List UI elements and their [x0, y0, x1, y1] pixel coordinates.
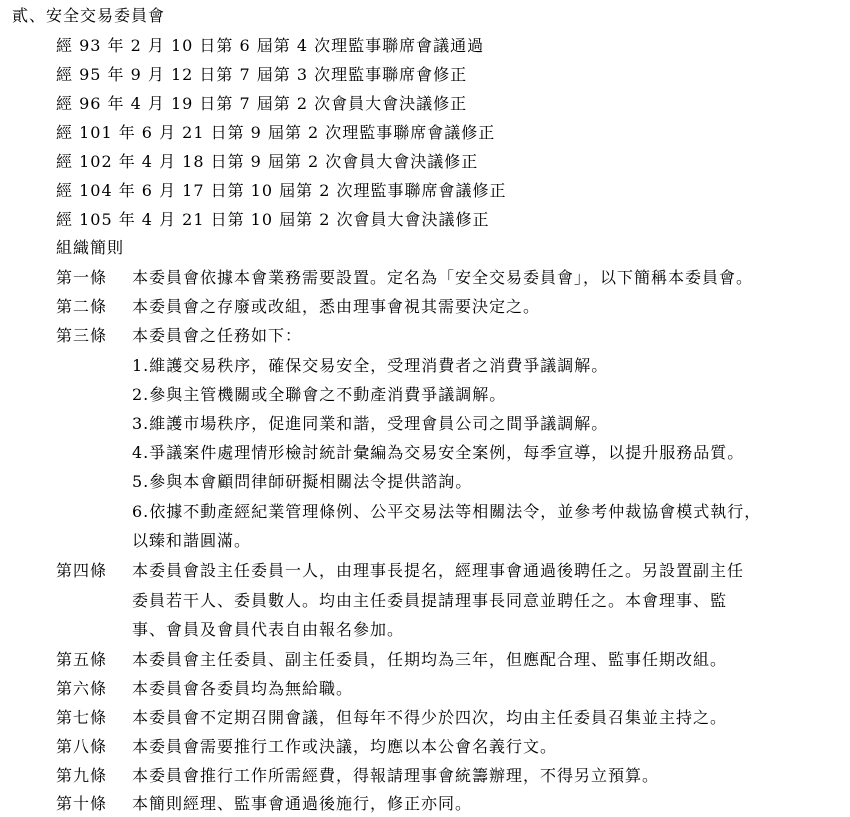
article-7-text: 本委員會不定期召開會議，但每年不得少於四次，均由主任委員召集並主持之。: [132, 708, 728, 727]
article-3-item-4: 4.爭議案件處理情形檢討統計彙編為交易安全案例，每季宣導，以提升服務品質。: [132, 443, 745, 462]
article-10-label: 第十條: [56, 794, 108, 813]
article-5-label: 第五條: [56, 650, 108, 669]
document-title: 貳、安全交易委員會: [12, 6, 166, 25]
article-10-text: 本簡則經理、監事會通過後施行，修正亦同。: [132, 794, 473, 813]
article-3-label: 第三條: [56, 326, 108, 345]
article-2-label: 第二條: [56, 297, 108, 316]
article-8-text: 本委員會需要推行工作或決議，均應以本公會名義行文。: [132, 737, 558, 756]
org-heading: 組織簡則: [56, 238, 125, 257]
article-9-text: 本委員會推行工作所需經費，得報請理事會統籌辦理，不得另立預算。: [132, 766, 660, 785]
history-line-7: 經 105 年 4 月 21 日第 10 屆第 2 次會員大會決議修正: [56, 210, 490, 229]
article-3-item-6: 6.依據不動產經紀業管理條例、公平交易法等相關法令，並參考仲裁協會模式執行，: [132, 502, 762, 521]
article-5-text: 本委員會主任委員、副主任委員，任期均為三年，但應配合理、監事任期改組。: [132, 650, 728, 669]
history-line-5: 經 102 年 4 月 18 日第 9 屆第 2 次會員大會決議修正: [56, 152, 479, 171]
article-4-text-2: 委員若干人、委員數人。均由主任委員提請理事長同意並聘任之。本會理事、監: [132, 591, 728, 610]
article-6-text: 本委員會各委員均為無給職。: [132, 679, 354, 698]
history-line-2: 經 95 年 9 月 12 日第 7 屆第 3 次理監事聯席會修正: [56, 65, 468, 84]
history-line-4: 經 101 年 6 月 21 日第 9 屆第 2 次理監事聯席會議修正: [56, 123, 496, 142]
article-1-label: 第一條: [56, 268, 108, 287]
history-line-6: 經 104 年 6 月 17 日第 10 屆第 2 次理監事聯席會議修正: [56, 181, 507, 200]
article-4-label: 第四條: [56, 561, 108, 580]
article-3-item-5: 5.參與本會顧問律師研擬相關法令提供諮詢。: [132, 472, 473, 491]
article-1-text: 本委員會依據本會業務需要設置。定名為「安全交易委員會」，以下簡稱本委員會。: [132, 268, 754, 287]
article-6-label: 第六條: [56, 679, 108, 698]
article-8-label: 第八條: [56, 737, 108, 756]
article-3-text: 本委員會之任務如下：: [132, 326, 303, 345]
article-3-item-2: 2.參與主管機關或全聯會之不動產消費爭議調解。: [132, 385, 507, 404]
article-3-item-6-cont: 以臻和諧圓滿。: [132, 531, 252, 550]
article-3-item-1: 1.維護交易秩序，確保交易安全，受理消費者之消費爭議調解。: [132, 356, 609, 375]
article-2-text: 本委員會之存廢或改組，悉由理事會視其需要決定之。: [132, 297, 541, 316]
article-3-item-3: 3.維護市場秩序，促進同業和諧，受理會員公司之間爭議調解。: [132, 414, 609, 433]
history-line-3: 經 96 年 4 月 19 日第 7 屆第 2 次會員大會決議修正: [56, 94, 468, 113]
history-line-1: 經 93 年 2 月 10 日第 6 屆第 4 次理監事聯席會議通過: [56, 36, 485, 55]
article-4-text-1: 本委員會設主任委員一人，由理事長提名，經理事會通過後聘任之。另設置副主任: [132, 561, 745, 580]
article-4-text-3: 事、會員及會員代表自由報名參加。: [132, 620, 405, 639]
article-7-label: 第七條: [56, 708, 108, 727]
article-9-label: 第九條: [56, 766, 108, 785]
